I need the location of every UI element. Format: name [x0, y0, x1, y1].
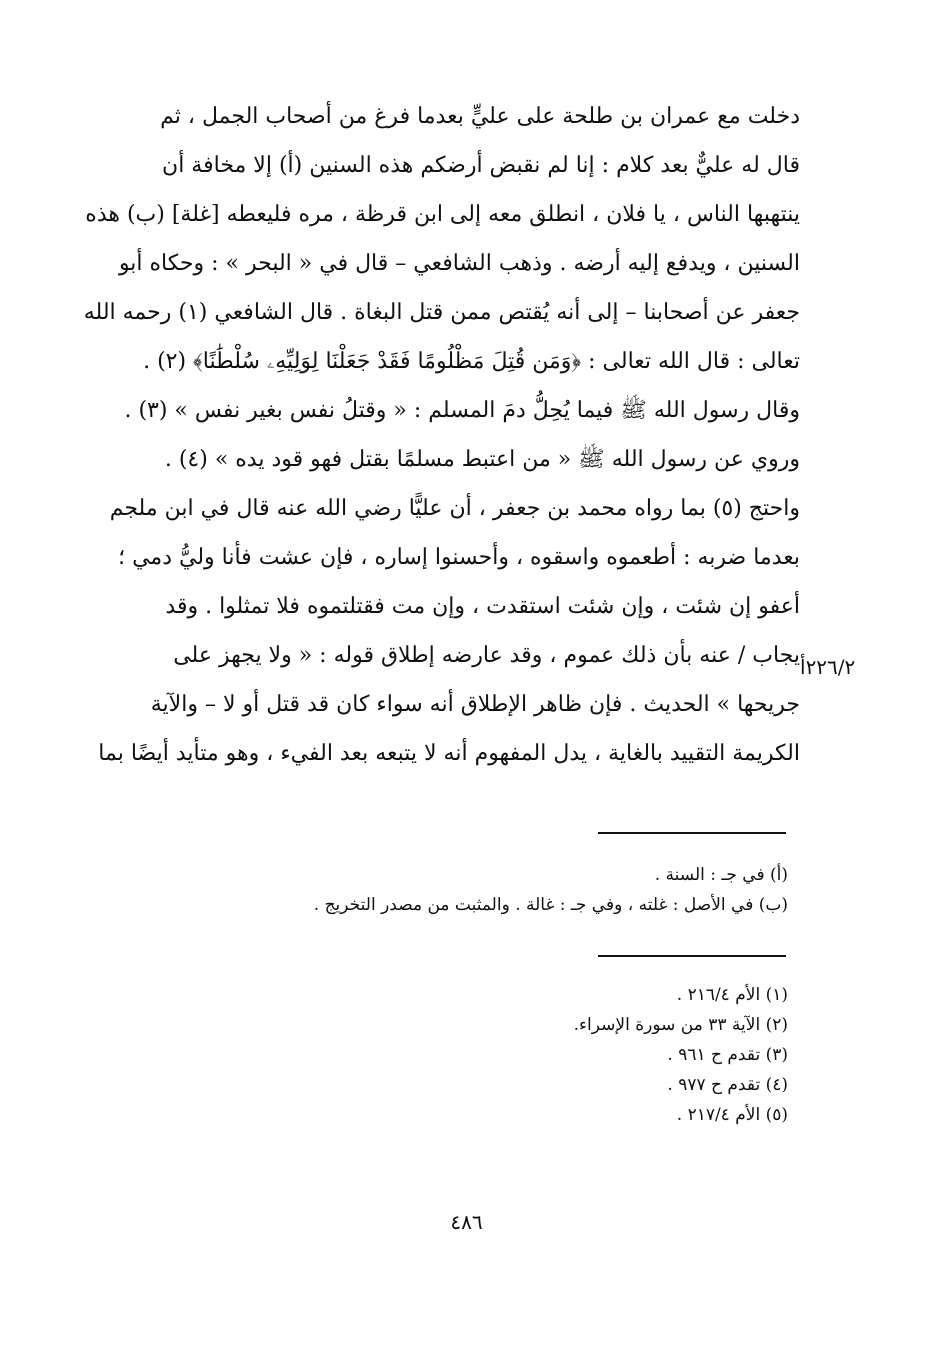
text-line: [118, 239, 800, 288]
text-line: [128, 582, 800, 631]
text-line: [128, 92, 800, 141]
footnote: (١) الأم ٢١٦/٤ .: [676, 985, 788, 1005]
footnote: (٣) تقدم ح ٩٦١ .: [667, 1045, 788, 1065]
page-number: ٤٨٦: [450, 1210, 483, 1234]
apparatus-notes: [200, 860, 788, 920]
text-line: [118, 533, 800, 582]
text-line: [128, 435, 800, 484]
apparatus-note: (أ) في جـ : السنة .: [654, 865, 788, 885]
footnote-separator: [598, 832, 786, 834]
text-line: [109, 484, 800, 533]
text-line-content: السنين ، ويدفع إليه أرضه . وذهب الشافعي – قال في « البحر » : وحكاه أبو: [118, 251, 800, 276]
text-line-content: ينتهبها الناس ، يا فلان ، انطلق معه إلى ابن قرظة ، مره فليعطه [غلة] (ب) هذه: [85, 202, 800, 227]
text-line: [128, 631, 800, 680]
footnote-separator: [598, 955, 786, 957]
text-line-content: الكريمة التقييد بالغاية ، يدل المفهوم أنه لا يتبعه بعد الفيء ، وهو متأيد أيضًا بما: [98, 741, 800, 766]
main-text-block: [83, 92, 800, 778]
manuscript-folio-reference: ٢٢٦/٢أ: [800, 655, 856, 679]
text-line-content: بعدما ضربه : أطعموه واسقوه ، وأحسنوا إساره ، فإن عشت فأنا وليُّ دمي ؛: [118, 545, 800, 570]
text-line: [128, 337, 800, 386]
text-line-content: وروي عن رسول الله ﷺ « من اعتبط مسلمًا بقتل فهو قود يده » (٤) .: [164, 447, 800, 472]
footnote: (٥) الأم ٢١٧/٤ .: [676, 1105, 788, 1125]
footnote: (٢) الآية ٣٣ من سورة الإسراء.: [573, 1015, 788, 1035]
apparatus-note: (ب) في الأصل : غلته ، وفي جـ : غالة . والمثبت من مصدر التخريج .: [313, 895, 788, 915]
text-line: [128, 141, 800, 190]
text-line: [128, 680, 800, 729]
text-line-content: وقال رسول الله ﷺ فيما يُحِلُّ دمَ المسلم : « وقتلُ نفس بغير نفس » (٣) .: [124, 398, 800, 423]
footnote: (٤) تقدم ح ٩٧٧ .: [667, 1075, 788, 1095]
text-line: [124, 386, 800, 435]
text-line-content: جريحها » الحديث . فإن ظاهر الإطلاق أنه سواء كان قد قتل أو لا – والآية: [150, 692, 800, 717]
numbered-footnotes: [200, 980, 788, 1130]
text-line-content: جعفر عن أصحابنا – إلى أنه يُقتص ممن قتل البغاة . قال الشافعي (١) رحمه الله: [83, 300, 800, 325]
text-line: [83, 288, 800, 337]
text-line: [98, 729, 800, 778]
text-line-content: يجاب / عنه بأن ذلك عموم ، وقد عارضه إطلاق قوله : « ولا يجهز على: [173, 643, 800, 668]
text-line-content: تعالى : قال الله تعالى : ﴿وَمَن قُتِلَ مَظْلُومًا فَقَدْ جَعَلْنَا لِوَلِيِّهِۦ سُلْطَٰنًا﴾ (٢) .: [143, 349, 800, 374]
text-line-content: قال له عليٌّ بعد كلام : إنا لم نقبض أرضكم هذه السنين (أ) إلا مخافة أن: [162, 153, 800, 178]
text-line: [85, 190, 800, 239]
text-line-content: أعفو إن شئت ، وإن شئت استقدت ، وإن مت فقتلتموه فلا تمثلوا . وقد: [165, 594, 800, 619]
text-line-content: دخلت مع عمران بن طلحة على عليٍّ بعدما فرغ من أصحاب الجمل ، ثم: [160, 104, 800, 129]
text-line-content: واحتج (٥) بما رواه محمد بن جعفر ، أن عليًّا رضي الله عنه قال في ابن ملجم: [109, 496, 800, 521]
